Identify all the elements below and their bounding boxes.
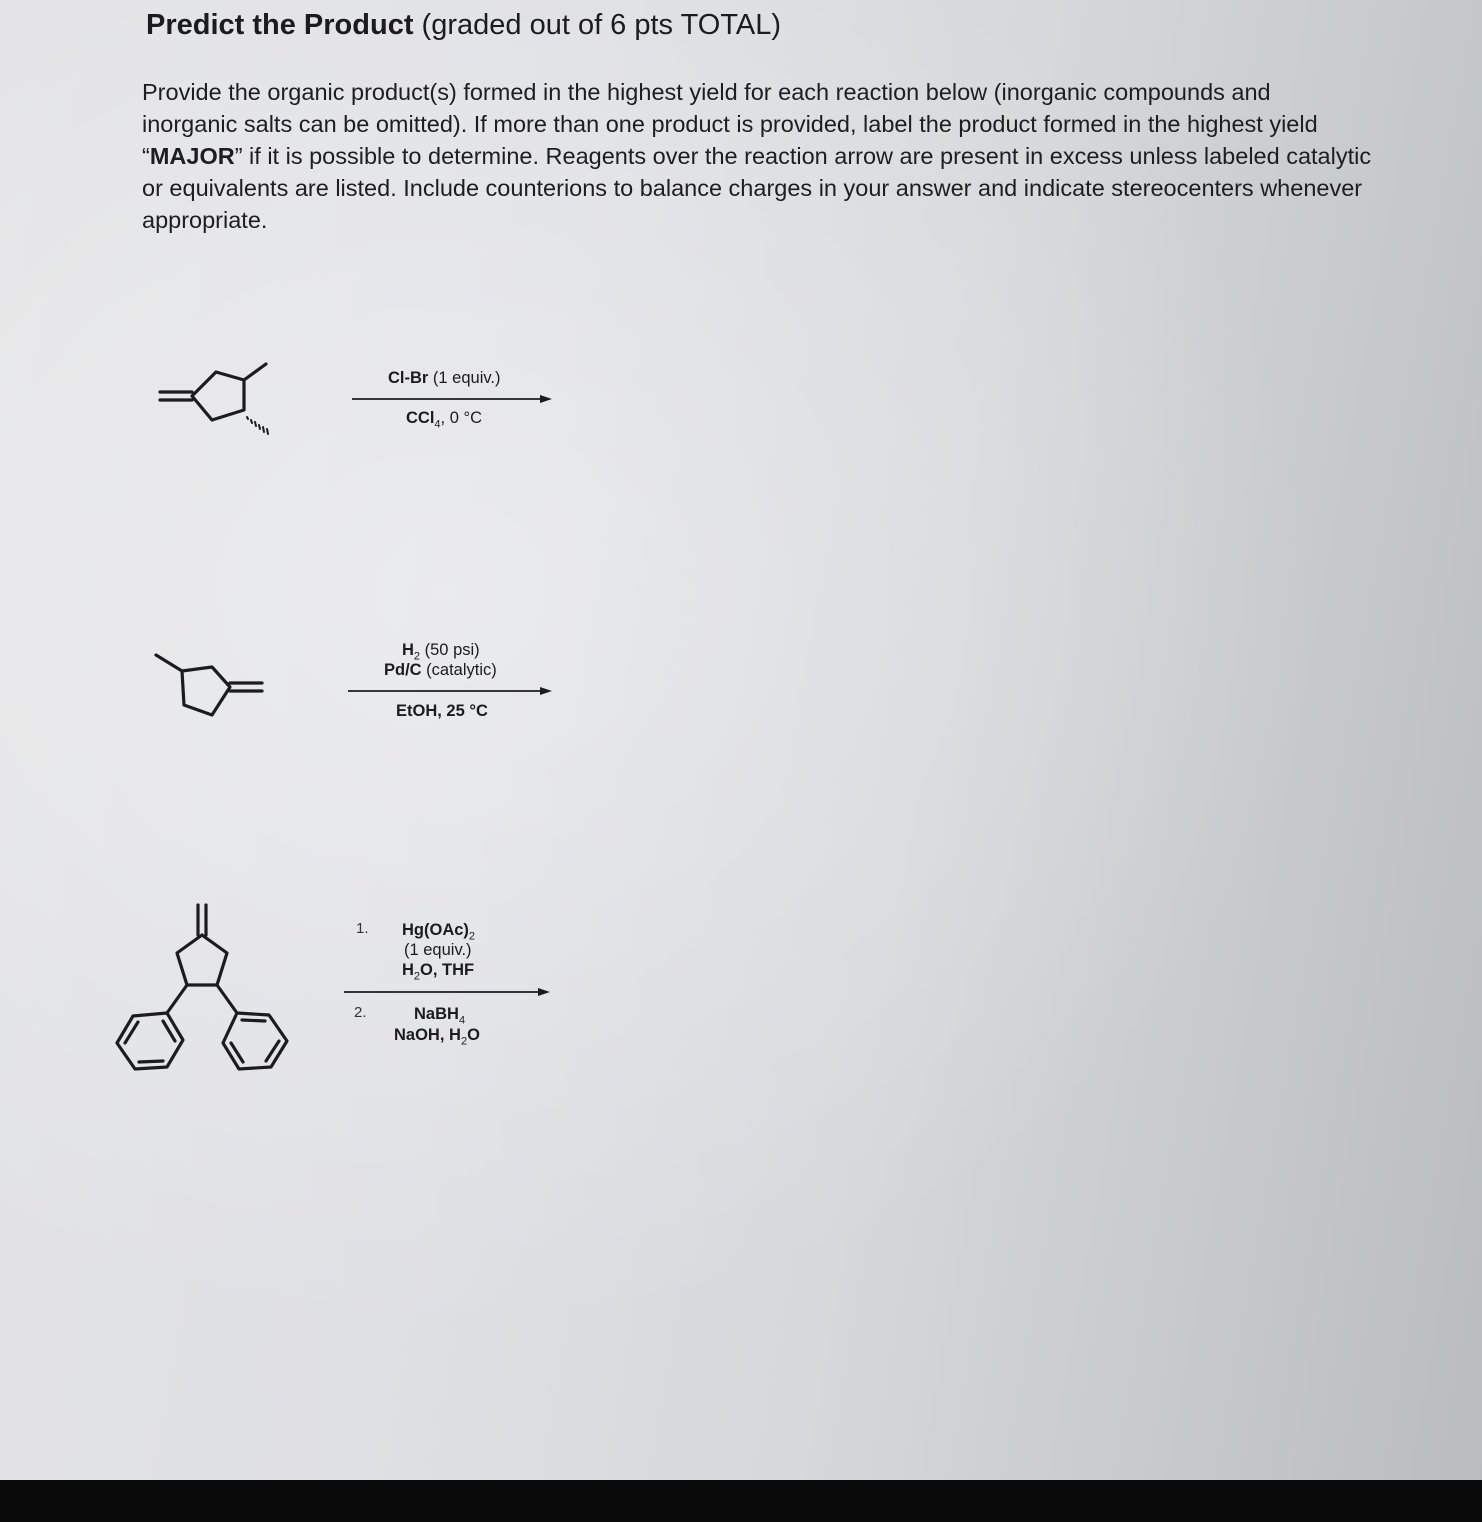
reaction-1-reagent-below [406,408,482,434]
reaction-2-arrow [346,684,554,698]
screen-bezel [0,1480,1482,1522]
reaction-3-step-1-number: 1. [356,920,369,937]
reaction-3-naoh-sub: 2 [460,1035,468,1048]
reaction-2-pdc: Pd/C [384,661,422,679]
reaction-2-h2-sub: 2 [413,650,421,663]
reaction-3-naoh-o: O [467,1026,480,1044]
reaction-1-equiv: (1 equiv.) [428,369,501,387]
instructions-part1: Provide the organic product(s) formed in the highest yield for each reaction below (inorganic compounds and inorganic salts can be omitted). If more than one product is provided, label the product formed in the highest yield “ [142,79,1318,169]
instructions-part2: ” if it is possible to determine. Reagents over the reaction arrow are present in excess unless labeled catalytic or equivalents are listed. Include counterions to balance charges in your answer and indicate stereocenters whenever appropriate. [142,143,1372,233]
reaction-2-catalytic: (catalytic) [421,661,497,679]
reaction-3-structure [105,895,305,1085]
reaction-3-hgoac-sub: 2 [468,930,476,943]
instructions-paragraph [142,76,1372,236]
reaction-3-hgoac: Hg(OAc) [402,921,469,939]
reaction-3-equiv: (1 equiv.) [404,941,472,959]
reaction-2-reagent-below [396,701,488,721]
reaction-1-ccl: CCl [406,409,435,427]
reaction-1-temp: , 0 °C [440,409,482,427]
instructions-major: MAJOR [149,143,235,169]
reaction-1-clbr: Cl-Br [388,369,429,387]
reaction-1-arrow [350,392,554,406]
title-rest: (graded out of 6 pts TOTAL) [413,9,782,41]
reaction-2-reagent-above-2 [384,660,497,680]
reaction-3-h-sub: 2 [413,970,421,983]
reaction-1-reagent-above [388,368,500,388]
title-bold: Predict the Product [146,9,414,41]
reaction-3-arrow [342,985,554,999]
reaction-1-ccl-sub: 4 [434,418,441,431]
reaction-1-structure [150,350,290,450]
reaction-3-step-1-line-3 [402,960,474,986]
page-title [146,6,781,44]
reaction-3-step-2-line-2 [394,1025,480,1051]
reaction-2-solvent: EtOH, 25 °C [396,702,488,720]
reaction-3-nabh-sub: 4 [458,1014,466,1027]
reaction-3-h: H [402,961,414,979]
reaction-3-naoh: NaOH, H [394,1026,461,1044]
reaction-3-nabh: NaBH [414,1005,459,1023]
reaction-3-step-1-line-2 [404,940,472,960]
reaction-2-h2: H [402,641,414,659]
reaction-3-step-2-number: 2. [354,1004,367,1021]
reaction-2-psi: (50 psi) [420,641,480,659]
reaction-3-o-thf: O, THF [420,961,475,979]
reaction-2-structure [150,645,280,725]
